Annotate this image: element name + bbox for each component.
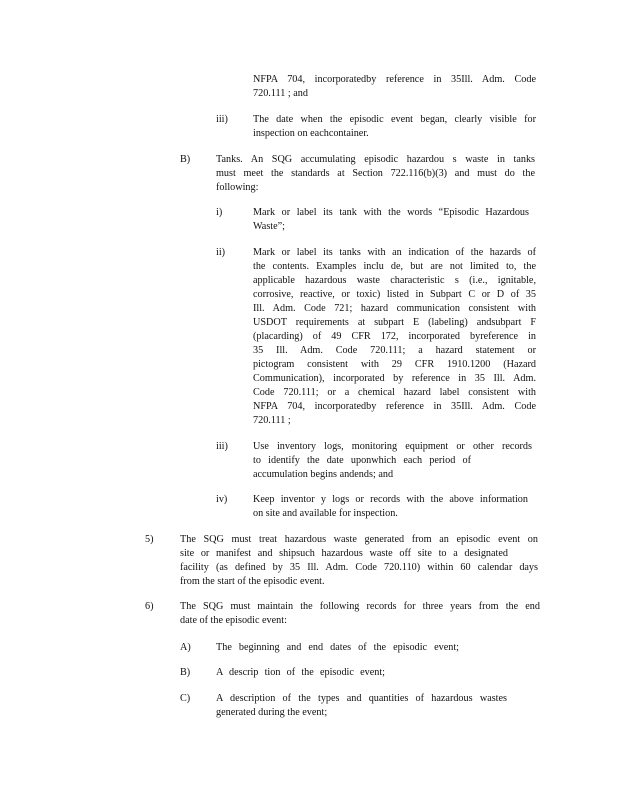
text-line: the contents. Examples inclu de, but are not limited to, the: [253, 261, 536, 272]
text-line: The SQG must maintain the following records for three years from the end: [180, 601, 540, 612]
list-marker: iii): [216, 441, 228, 452]
text-line: Tanks. An SQG accumulating episodic hazardou s waste in tanks: [216, 154, 535, 165]
text-line: 35 Ill. Adm. Code 720.111; a hazard statement or: [253, 345, 536, 356]
list-marker: 6): [145, 601, 154, 612]
list-marker: C): [180, 693, 191, 704]
text-line: Code 720.111; or a chemical hazard label consistent with: [253, 387, 536, 398]
text-line: Keep inventor y logs or records with the above information: [253, 494, 528, 505]
text-line: Communication), incorporated by reference in 35 Ill. Adm.: [253, 373, 536, 384]
list-marker: B): [180, 667, 191, 678]
text-line: USDOT requirements at subpart E (labeling) andsubpart F: [253, 317, 536, 328]
text-line: NFPA 704, incorporatedby reference in 35Ill. Adm. Code: [253, 74, 536, 85]
text-line: A description of the types and quantities of hazardous wastes: [216, 693, 507, 704]
text-line: facility (as defined by 35 Ill. Adm. Code 720.110) within 60 calendar days: [180, 562, 538, 573]
text-line: generated during the event;: [216, 707, 328, 718]
text-line: Use inventory logs, monitoring equipment or other records: [253, 441, 532, 452]
text-line: 720.111 ; and: [253, 88, 308, 99]
text-line: (placarding) of 49 CFR 172, incorporated byreference in: [253, 331, 536, 342]
text-line: site or manifest and shipsuch hazardous waste off site to a designated: [180, 548, 508, 559]
text-line: following:: [216, 182, 259, 193]
text-line: A descrip tion of the episodic event;: [216, 667, 385, 678]
text-line: to identify the date uponwhich each period of: [253, 455, 471, 466]
text-line: must meet the standards at Section 722.116(b)(3) and must do the: [216, 168, 535, 179]
text-line: from the start of the episodic event.: [180, 576, 325, 587]
text-line: The SQG must treat hazardous waste generated from an episodic event on: [180, 534, 538, 545]
text-line: accumulation begins andends; and: [253, 469, 394, 480]
text-line: inspection on eachcontainer.: [253, 128, 369, 139]
list-marker: iii): [216, 114, 228, 125]
list-marker: ii): [216, 247, 226, 258]
text-line: applicable hazardous waste characteristic s (i.e., ignitable,: [253, 275, 536, 286]
text-line: date of the episodic event:: [180, 615, 287, 626]
text-line: Mark or label its tanks with an indication of the hazards of: [253, 247, 536, 258]
list-marker: B): [180, 154, 191, 165]
text-line: pictogram consistent with 29 CFR 1910.1200 (Hazard: [253, 359, 536, 370]
list-marker: 5): [145, 534, 154, 545]
text-line: Waste”;: [253, 221, 285, 232]
text-line: 720.111 ;: [253, 415, 291, 426]
text-line: Mark or label its tank with the words “Episodic Hazardous: [253, 207, 529, 218]
text-line: Ill. Adm. Code 721; hazard communication consistent with: [253, 303, 536, 314]
list-marker: iv): [216, 494, 228, 505]
text-line: corrosive, reactive, or toxic) listed in Subpart C or D of 35: [253, 289, 536, 300]
text-line: The date when the episodic event began, clearly visible for: [253, 114, 536, 125]
text-line: on site and available for inspection.: [253, 508, 398, 519]
text-line: NFPA 704, incorporatedby reference in 35Ill. Adm. Code: [253, 401, 536, 412]
list-marker: A): [180, 642, 191, 653]
text-line: The beginning and end dates of the episodic event;: [216, 642, 459, 653]
list-marker: i): [216, 207, 223, 218]
